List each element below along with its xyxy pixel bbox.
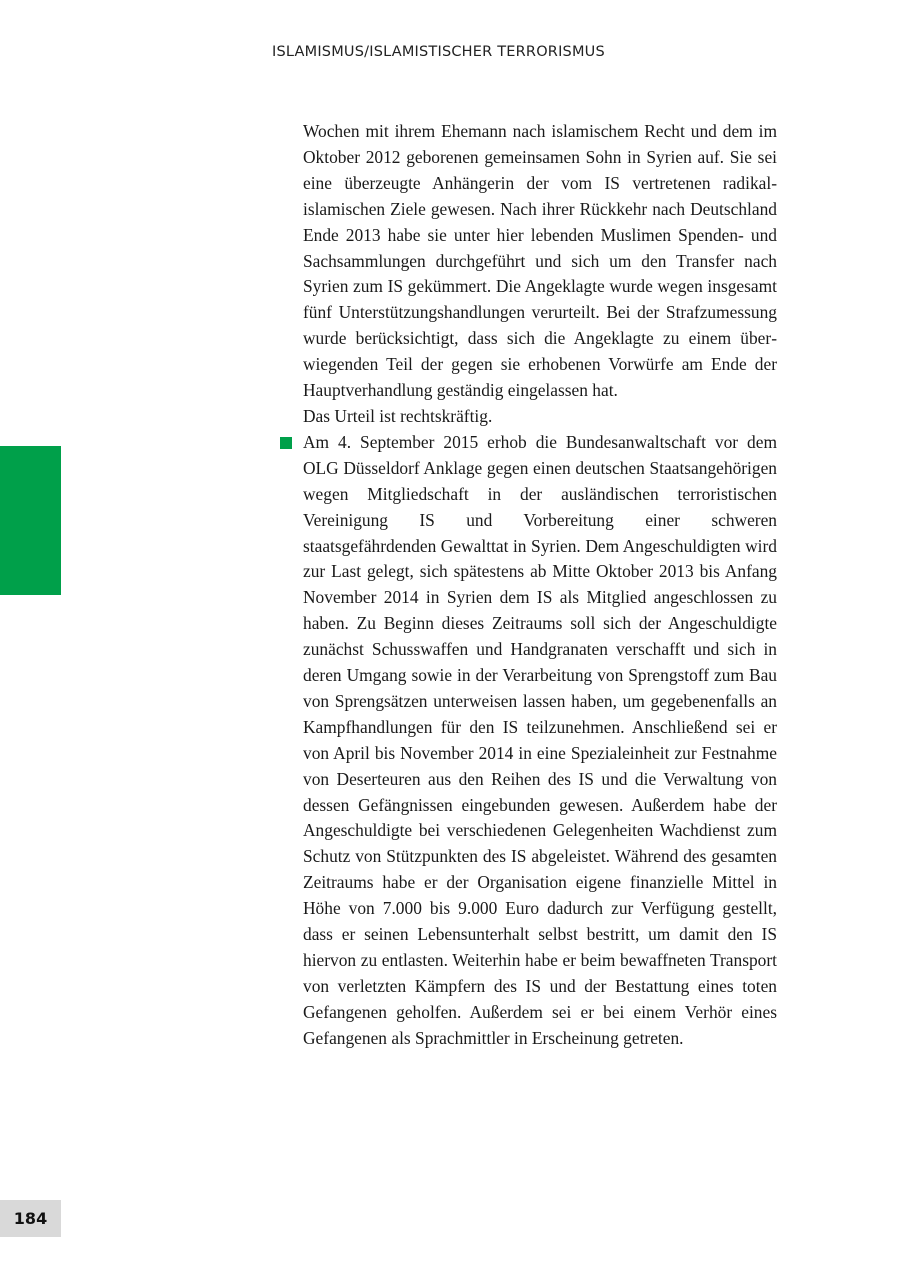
- body-text: [303, 119, 777, 1052]
- page-number: 184: [0, 1200, 61, 1237]
- section-color-tab: [0, 446, 61, 595]
- bullet-list-item: [303, 430, 777, 1052]
- bullet-paragraph: Am 4. September 2015 erhob die Bundesanwaltschaft vor dem OLG Düsseldorf Anklage gegen einen deutschen Staatsangehörigen wegen Mitgliedschaft in der ausländischen terroristischen Vereinigung IS und Vorbereitung einer schweren staatsgefährdenden Gewalttat in Syrien. Dem Angeschuldigten wird zur Last gelegt, sich spätestens ab Mitte Oktober 2013 bis Anfang November 2014 in Syrien dem IS als Mitglied angeschlossen zu haben. Zu Beginn dieses Zeitraums soll sich der Angeschuldigte zunächst Schusswaffen und Handgranaten verschafft und sich in deren Umgang sowie in der Verarbeitung von Sprengstoff zum Bau von Sprengsätzen unterweisen lassen haben, um gegebenenfalls an Kampfhandlungen für den IS teilzunehmen. Anschließend sei er von April bis November 2014 in eine Spezialeinheit zur Festnahme von Deserteuren aus den Reihen des IS und die Verwaltung von dessen Gefängnissen eingebunden gewesen. Außerdem habe der Angeschuldigte bei verschiedenen Gelegenheiten Wachdienst zum Schutz von Stützpunkten des IS abgeleistet. Während des gesamten Zeitraums habe er der Organisation eigene finanzielle Mittel in Höhe von 7.000 bis 9.000 Euro dadurch zur Verfügung gestellt, dass er seinen Lebensunterhalt selbst bestritt, um damit den IS hiervon zu entlasten. Weiterhin habe er beim bewaffneten Transport von verletzten Kämpfern des IS und der Bestattung eines toten Gefangenen geholfen. Außerdem sei er bei einem Verhör eines Gefangenen als Sprachmittler in Erscheinung getreten.: [303, 431, 777, 1048]
- paragraph: Das Urteil ist rechtskräftig.: [303, 405, 493, 426]
- square-bullet-icon: [280, 437, 292, 449]
- running-header: ISLAMISMUS/ISLAMISTISCHER TERRORISMUS: [272, 44, 605, 60]
- paragraph: Wochen mit ihrem Ehemann nach islamischem Recht und dem im Oktober 2012 geborenen gemeinsamen Sohn in Syrien auf. Sie sei eine überzeugte Anhängerin der vom IS vertretenen radikal-islamischen Ziele gewesen. Nach ihrer Rückkehr nach Deutschland Ende 2013 habe sie unter hier lebenden Muslimen Spenden- und Sachsammlungen durchgeführt und sich um den Transfer nach Syrien zum IS gekümmert. Die Angeklagte wurde wegen insgesamt fünf Unterstützungshandlungen verurteilt. Bei der Strafzumessung wurde berücksichtigt, dass sich die Angeklagte zu einem überwiegenden Teil der gegen sie erhobenen Vorwürfe am Ende der Hauptverhandlung geständig eingelassen hat.: [303, 121, 777, 401]
